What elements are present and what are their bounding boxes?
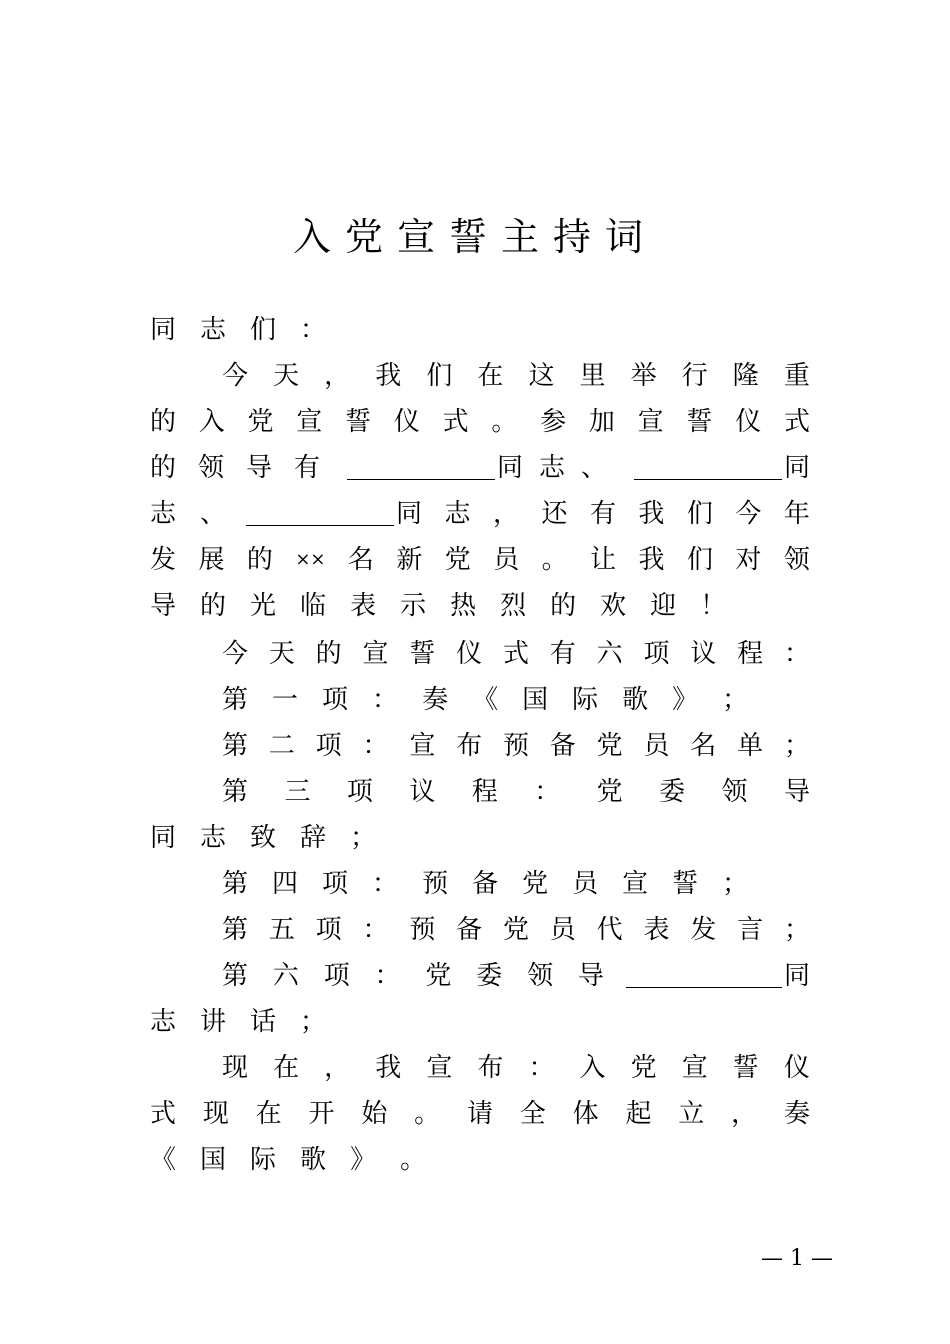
text-char: ： — [528, 1053, 555, 1083]
text-char: 项 — [346, 777, 373, 807]
text-char: 际 — [572, 685, 599, 715]
text-char: 员 — [493, 545, 520, 575]
text-char: 预 — [409, 915, 436, 945]
text-char: 话 — [250, 1007, 277, 1037]
text-char: 宣 — [637, 407, 664, 437]
text-char: 领 — [783, 545, 810, 575]
text-char: 歌 — [622, 685, 649, 715]
text-char: 。 — [491, 407, 518, 437]
text-char: ； — [783, 915, 810, 945]
text-char: 们 — [426, 361, 453, 391]
text-char: 同 — [396, 499, 423, 529]
text-char: 临 — [300, 591, 327, 621]
text-char: 党 — [596, 777, 623, 807]
text-char: 的 — [315, 639, 342, 669]
text-char: 同 — [150, 315, 177, 345]
text-char: ： — [372, 869, 399, 899]
text-char: 全 — [519, 1099, 546, 1129]
text-char: 项 — [315, 731, 342, 761]
blank-line — [347, 457, 495, 480]
agenda-item-1 — [222, 680, 810, 720]
text-char: 的 — [246, 545, 273, 575]
text-char: 同 — [783, 961, 810, 991]
text-char: 我 — [375, 361, 402, 391]
agenda-item-4 — [222, 864, 810, 904]
text-char: 五 — [268, 915, 295, 945]
text-char: 体 — [572, 1099, 599, 1129]
text-char: 展 — [198, 545, 225, 575]
text-char: 们 — [250, 315, 277, 345]
paragraph-2-line — [222, 1048, 810, 1088]
text-char: 开 — [308, 1099, 335, 1129]
text-char: 辞 — [300, 823, 327, 853]
text-char: 导 — [783, 777, 810, 807]
text-char: 国 — [200, 1145, 227, 1175]
document-title: 入党宣誓主持词 — [292, 215, 657, 259]
text-char: 奏 — [783, 1099, 810, 1129]
text-char: 的 — [200, 591, 227, 621]
text-char: ； — [722, 685, 749, 715]
paragraph-2-line — [150, 1140, 810, 1180]
text-char: 志 — [200, 823, 227, 853]
text-char: ： — [300, 315, 327, 345]
text-char: 还 — [541, 499, 568, 529]
text-char: 热 — [450, 591, 477, 621]
text-char: 备 — [472, 869, 499, 899]
text-char: 举 — [630, 361, 657, 391]
paragraph-2-line — [150, 1094, 810, 1134]
agenda-intro — [222, 634, 810, 674]
text-char: 委 — [659, 777, 686, 807]
text-char: 、 — [580, 453, 607, 483]
text-char: 志 — [444, 499, 471, 529]
text-char: 年 — [783, 499, 810, 529]
text-char: 式 — [502, 639, 529, 669]
text-char: 对 — [735, 545, 762, 575]
text-char: 领 — [721, 777, 748, 807]
text-char: 仪 — [393, 407, 420, 437]
text-char: 誓 — [686, 407, 713, 437]
text-char: 第 — [222, 915, 249, 945]
text-char: 在 — [255, 1099, 282, 1129]
text-char: 式 — [783, 407, 810, 437]
text-char: 党 — [247, 407, 274, 437]
paragraph-1-line — [150, 494, 810, 534]
text-char: 第 — [222, 731, 249, 761]
agenda-item-3 — [222, 772, 810, 812]
text-char: 。 — [414, 1099, 441, 1129]
text-char: 表 — [643, 915, 670, 945]
text-char: 国 — [522, 685, 549, 715]
text-char: 言 — [737, 915, 764, 945]
text-char: 入 — [579, 1053, 606, 1083]
text-char: 新 — [396, 545, 423, 575]
salutation — [150, 310, 810, 350]
agenda-item-3-cont — [150, 818, 810, 858]
text-char: 我 — [638, 545, 665, 575]
text-char: 《 — [472, 685, 499, 715]
blank-line — [246, 503, 394, 526]
text-char: ； — [722, 869, 749, 899]
text-char: 请 — [466, 1099, 493, 1129]
text-char: 党 — [444, 545, 471, 575]
text-char: 式 — [150, 1099, 177, 1129]
text-char: 。 — [541, 545, 568, 575]
text-char: 天 — [273, 361, 300, 391]
text-char: 预 — [422, 869, 449, 899]
text-char: 宣 — [426, 1053, 453, 1083]
paragraph-1-line — [150, 448, 810, 488]
text-char: 》 — [672, 685, 699, 715]
text-char: 致 — [250, 823, 277, 853]
text-char: 》 — [350, 1145, 377, 1175]
text-char: 讲 — [200, 1007, 227, 1037]
agenda-item-2 — [222, 726, 810, 766]
text-char: 我 — [638, 499, 665, 529]
text-char: ： — [374, 961, 401, 991]
text-char: 《 — [150, 1145, 177, 1175]
text-char: 仪 — [456, 639, 483, 669]
text-char: 导 — [577, 961, 604, 991]
text-char: 让 — [590, 545, 617, 575]
agenda-item-6-cont — [150, 1002, 810, 1042]
paragraph-1-line — [150, 586, 810, 626]
text-char: 现 — [222, 1053, 249, 1083]
text-char: 三 — [284, 777, 311, 807]
text-char: 。 — [400, 1145, 427, 1175]
text-char: 二 — [268, 731, 295, 761]
text-char: 誓 — [409, 639, 436, 669]
paragraph-1-line — [150, 402, 810, 442]
text-char: 项 — [323, 961, 350, 991]
text-char: 单 — [737, 731, 764, 761]
text-char: 际 — [250, 1145, 277, 1175]
text-char: 重 — [783, 361, 810, 391]
text-char: 六 — [596, 639, 623, 669]
text-char: 今 — [222, 361, 249, 391]
text-char: 里 — [579, 361, 606, 391]
text-char: 代 — [596, 915, 623, 945]
text-char: 宣 — [362, 639, 389, 669]
text-char: 的 — [550, 591, 577, 621]
agenda-item-6 — [222, 956, 810, 996]
text-char: 一 — [272, 685, 299, 715]
text-char: 宣 — [296, 407, 323, 437]
text-char: 导 — [245, 453, 272, 483]
text-char: 们 — [686, 499, 713, 529]
blank-line — [634, 457, 782, 480]
text-char: 参 — [540, 407, 567, 437]
text-char: ： — [534, 777, 561, 807]
text-char: 党 — [596, 731, 623, 761]
text-char: 程 — [471, 777, 498, 807]
text-char: ， — [324, 1053, 351, 1083]
text-char: 天 — [268, 639, 295, 669]
text-char: 备 — [549, 731, 576, 761]
text-char: 在 — [477, 361, 504, 391]
text-char: 第 — [222, 777, 249, 807]
text-char: 项 — [322, 685, 349, 715]
text-char: ： — [372, 685, 399, 715]
text-char: 今 — [735, 499, 762, 529]
text-char: 加 — [588, 407, 615, 437]
text-char: 党 — [630, 1053, 657, 1083]
text-char: 导 — [150, 591, 177, 621]
text-char: 立 — [678, 1099, 705, 1129]
text-char: 在 — [273, 1053, 300, 1083]
text-char: ； — [350, 823, 377, 853]
text-char: 项 — [322, 869, 349, 899]
text-char: 的 — [150, 407, 177, 437]
text-char: 表 — [350, 591, 377, 621]
text-char: ， — [492, 499, 519, 529]
paragraph-1-line — [222, 356, 810, 396]
text-char: 迎 — [650, 591, 677, 621]
text-char: 行 — [681, 361, 708, 391]
text-char: 、 — [199, 499, 226, 529]
text-char: 歌 — [300, 1145, 327, 1175]
text-char: 烈 — [500, 591, 527, 621]
text-char: 志 — [200, 315, 227, 345]
text-char: ！ — [700, 591, 727, 621]
text-char: ： — [362, 915, 389, 945]
text-char: 程 — [737, 639, 764, 669]
text-char: 党 — [502, 915, 529, 945]
text-char: 第 — [222, 961, 249, 991]
text-char: 委 — [476, 961, 503, 991]
text-char: ， — [731, 1099, 758, 1129]
text-char: 宣 — [409, 731, 436, 761]
text-char: 们 — [686, 545, 713, 575]
text-char: 党 — [425, 961, 452, 991]
text-char: 有 — [589, 499, 616, 529]
text-char: 发 — [690, 915, 717, 945]
text-char: 领 — [197, 453, 224, 483]
text-char: 志 — [150, 1007, 177, 1037]
text-char: 第 — [222, 685, 249, 715]
text-char: 同 — [783, 453, 810, 483]
text-char: 志 — [538, 453, 565, 483]
text-char: 誓 — [672, 869, 699, 899]
text-char: ； — [300, 1007, 327, 1037]
text-char: 领 — [527, 961, 554, 991]
text-char: ： — [362, 731, 389, 761]
text-char: 仪 — [783, 1053, 810, 1083]
text-char: 名 — [347, 545, 374, 575]
text-char: 备 — [456, 915, 483, 945]
text-char: 员 — [643, 731, 670, 761]
text-char: 我 — [375, 1053, 402, 1083]
text-char: 的 — [150, 453, 177, 483]
text-char: 宣 — [681, 1053, 708, 1083]
text-char: 誓 — [732, 1053, 759, 1083]
text-char: 仪 — [735, 407, 762, 437]
text-char: 欢 — [600, 591, 627, 621]
text-char: 示 — [400, 591, 427, 621]
text-char: 党 — [522, 869, 549, 899]
text-char: 始 — [361, 1099, 388, 1129]
text-char: 议 — [409, 777, 436, 807]
text-char: 同 — [150, 823, 177, 853]
text-char: 议 — [690, 639, 717, 669]
text-char: 布 — [456, 731, 483, 761]
text-char: ×× — [295, 549, 326, 570]
text-char: 光 — [250, 591, 277, 621]
text-char: ， — [324, 361, 351, 391]
text-char: ； — [783, 731, 810, 761]
blank-line — [626, 965, 782, 988]
text-char: 这 — [528, 361, 555, 391]
text-char: 奏 — [422, 685, 449, 715]
text-char: 第 — [222, 869, 249, 899]
text-char: 布 — [477, 1053, 504, 1083]
text-char: 项 — [315, 915, 342, 945]
text-char: 有 — [549, 639, 576, 669]
agenda-item-5 — [222, 910, 810, 950]
text-char: 员 — [572, 869, 599, 899]
text-char: 入 — [198, 407, 225, 437]
text-char: 员 — [549, 915, 576, 945]
text-char: 现 — [202, 1099, 229, 1129]
page-number: — 1 — — [761, 1246, 833, 1271]
text-char: 今 — [222, 639, 249, 669]
paragraph-1-line — [150, 540, 810, 580]
text-char: 项 — [643, 639, 670, 669]
text-char: 有 — [293, 453, 320, 483]
text-char: 隆 — [732, 361, 759, 391]
text-char: 同 — [496, 453, 523, 483]
text-char: 发 — [150, 545, 177, 575]
text-char: 式 — [442, 407, 469, 437]
text-char: 六 — [272, 961, 299, 991]
text-char: 起 — [625, 1099, 652, 1129]
text-char: 名 — [690, 731, 717, 761]
text-char: 誓 — [345, 407, 372, 437]
text-char: 宣 — [622, 869, 649, 899]
text-char: 预 — [502, 731, 529, 761]
text-char: 四 — [272, 869, 299, 899]
text-char: ： — [783, 639, 810, 669]
text-char: 志 — [150, 499, 177, 529]
